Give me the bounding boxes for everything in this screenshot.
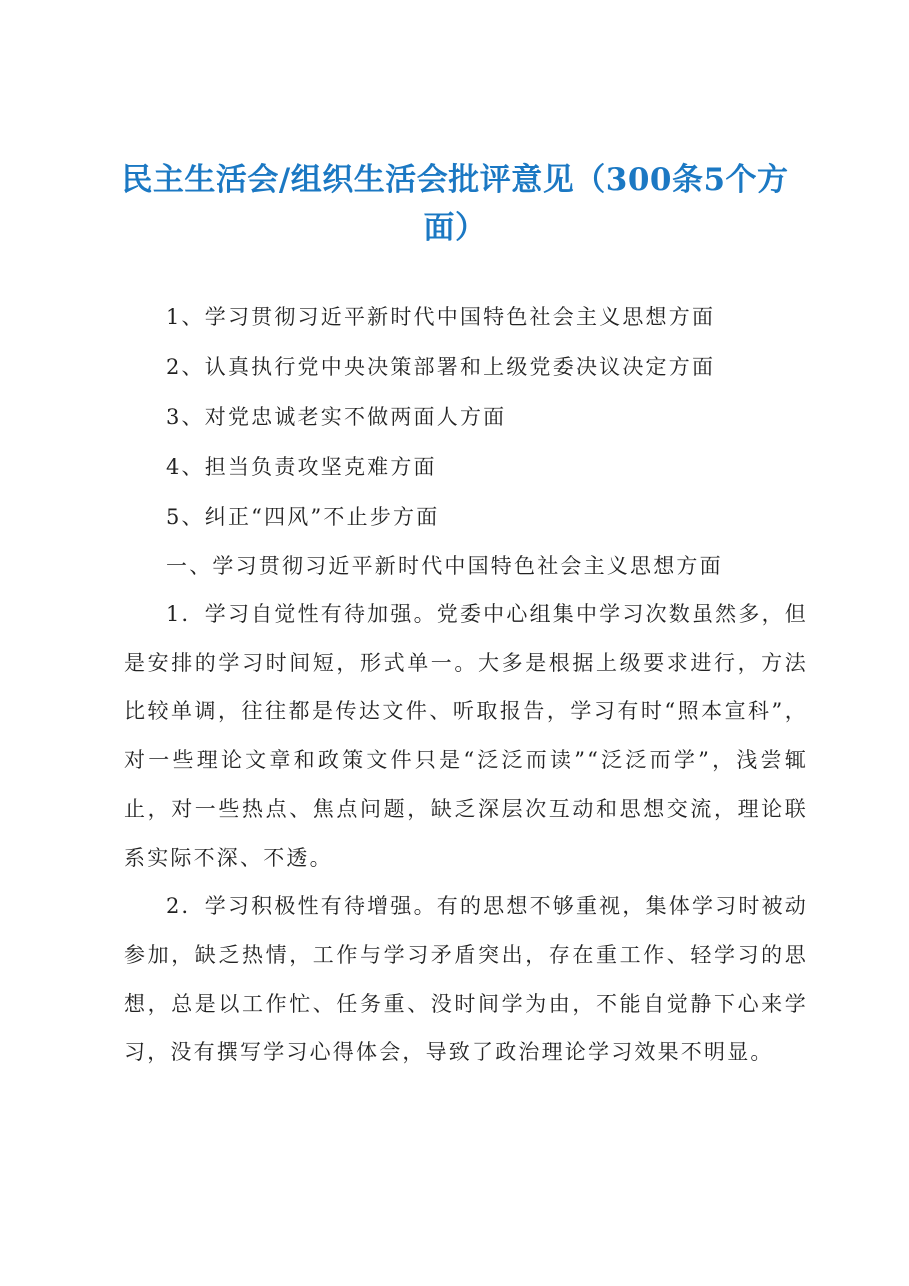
toc-item: 1、学习贯彻习近平新时代中国特色社会主义思想方面 bbox=[166, 305, 716, 329]
toc-item: 4、担当负责攻坚克难方面 bbox=[166, 455, 437, 479]
toc-item: 2、认真执行党中央决策部署和上级党委决议决定方面 bbox=[166, 355, 716, 379]
body-paragraph: 2．学习积极性有待增强。有的思想不够重视，集体学习时被动参加，缺乏热情，工作与学习矛盾突出，存在重工作、轻学习的思想，总是以工作忙、任务重、没时间学为由，不能自觉静下心来学习，没有撰写学习心得体会，导致了政治理论学习效果不明显。 bbox=[124, 894, 808, 1065]
document-body bbox=[124, 292, 808, 1077]
toc-item: 3、对党忠诚老实不做两面人方面 bbox=[166, 405, 507, 429]
body-paragraph: 1．学习自觉性有待加强。党委中心组集中学习次数虽然多，但是安排的学习时间短，形式单一。大多是根据上级要求进行，方法比较单调，往往都是传达文件、听取报告，学习有时“照本宣科”，对一些理论文章和政策文件只是“泛泛而读”“泛泛而学”，浅尝辄止，对一些热点、焦点问题，缺乏深层次互动和思想交流，理论联系实际不深、不透。 bbox=[124, 602, 808, 870]
toc-item: 5、纠正“四风”不止步方面 bbox=[166, 505, 440, 529]
section-heading: 一、学习贯彻习近平新时代中国特色社会主义思想方面 bbox=[166, 554, 723, 578]
document-title: 民主生活会/组织生活会批评意见（300条5个方面） bbox=[121, 162, 789, 246]
